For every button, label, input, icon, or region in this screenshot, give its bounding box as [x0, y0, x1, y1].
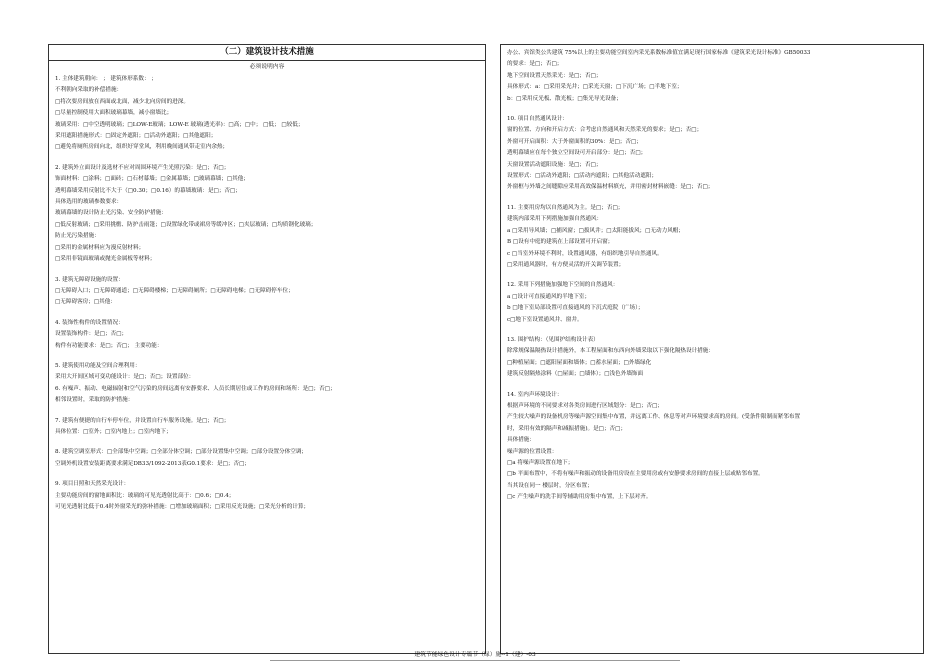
text-line: 饰面材料：□涂料；□面砖；□石材幕墙；□金属幕墙；□玻璃幕墙；□其他；	[55, 176, 249, 183]
text-line: 4. 装饰性构件的设置情况：	[55, 319, 124, 326]
text-line: 地下空间设置天然采光：是□；否□；	[507, 72, 602, 79]
text-line: 建筑内部采用下列措施加强自然通风：	[507, 216, 603, 223]
block-gap	[507, 271, 917, 280]
right-column	[500, 44, 924, 654]
text-line: □种植屋面；□遮阳屋面和墙体；□蓄水屋面；□外墙绿化	[507, 359, 652, 366]
text-line: 3. 建筑无障碍设施的设置：	[55, 276, 124, 283]
block-gap	[55, 309, 479, 318]
block-gap	[55, 470, 479, 479]
text-line: 空调外机设置安装距离要求满足DB33/1092-2013表G0.1要求：是□；否□；	[55, 460, 250, 467]
text-line: 11. 主要用房均以自然通风为主。是□；否□；	[507, 204, 624, 211]
text-line: 8. 建筑空调室形式：□全部集中空调；□全部分体空调；□部分设置集中空调；□部分设置分体空调；	[55, 449, 308, 456]
block-gap	[507, 194, 917, 203]
text-line: 主要功能房间的窗地面积比：玻璃的可见光透射比高于：□0.6；□0.4；	[55, 492, 235, 499]
text-line: 7. 建筑有便捷的自行车停车位，并设置自行车服务设施。是□；否□；	[55, 417, 230, 424]
text-line: 5. 建筑使用功能及空间合理利用：	[55, 362, 141, 369]
left-column	[48, 44, 486, 654]
text-line: 14. 室内声环境设计：	[507, 391, 563, 398]
text-line: 建筑反射隔热涂料（□屋面；□墙体）；□浅色外墙饰面	[507, 371, 644, 378]
text-line: 具体位置：□室外；□室内地上；□室内地下；	[55, 428, 172, 435]
text-line: □采用非镜面玻璃或抛光金属板等材料；	[55, 256, 156, 263]
text-line: 玻璃幕墙的设计防止光污染、安全防护措施：	[55, 210, 167, 217]
text-line: 防止光污染措施：	[55, 233, 100, 240]
text-line: 窗的位置、方向和开启方式：合考虑自然通风和天然采光的要求；是□；否□；	[507, 127, 703, 134]
block-gap	[55, 407, 479, 416]
text-line: 可见光透射比低于0.4时外窗采光的弥补措施：□增加玻璃面积；□采用反光设施；□采光分析的计算；	[55, 504, 310, 510]
left-body	[49, 74, 485, 513]
text-line: c □当室外环境不利时，设置通风器，有组织地引导自然通风。	[507, 250, 663, 257]
text-line: □避免将厕所房间向北，组织好穿堂风，利用晚间通风带走室内余热；	[55, 144, 229, 151]
page-footer: 建筑节能绿色设计专篇节（绿）施--1（建）-03	[414, 652, 536, 658]
text-line: 不利朝向采取的补偿措施：	[55, 87, 123, 94]
text-line: 具体措施：	[507, 437, 535, 444]
text-line: □尽量控制使用大面积玻璃幕墙，减小窗墙比；	[55, 110, 173, 117]
text-line: 采用遮阳措施形式：□固定外遮阳；□活动外遮阳；□其他遮阳；	[55, 133, 217, 140]
text-line: □b 平面布置中，不将有噪声和振动的设备用房设在主要用房或有安静要求房间的直接上层或贴邻布置。	[507, 471, 764, 478]
text-line: 具体选用的玻璃参数要求：	[55, 199, 123, 206]
text-line: □低反射玻璃；□采用挑檐、防护击雨篷；□设置绿化带或裙房等缓冲区；□夹层玻璃；□均质钢化玻璃；	[55, 221, 317, 228]
text-line: □c 产生噪声的洗手间等辅助用房集中布置，上下层对齐。	[507, 494, 652, 501]
text-line: 6. 有噪声、振动、电磁辐射和空气污染的房间远离有安静要求、人员长期居住或工作的房间和场所：是□；否□；	[55, 385, 336, 392]
block-gap	[55, 266, 479, 275]
text-line: □a 将噪声源设置在地下；	[507, 460, 574, 466]
text-line: 设置装饰构件：是□；否□；	[55, 331, 128, 338]
text-line: b：□采用反光板、散光板；□集光导光设备；	[507, 95, 622, 102]
text-line: 玻璃采用：□中空透明玻璃；□LOW-E玻璃；LOW-E 玻璃(透光率)：□高；□中； □低； □较低；	[55, 121, 304, 128]
section-title: （二）建筑设计技术措施	[49, 45, 485, 61]
text-line: 具体形式：a：□采用采光井；□采光天窗；□下沉广场；□半地下室；	[507, 84, 683, 91]
text-line: 外窗框与外墙之间缝隙应采用高效保温材料填充，并用密封材料嵌缝：是□；否□；	[507, 184, 714, 191]
footer-rule	[270, 660, 680, 661]
text-line: a □采用导风墙；□捕风窗；□拔风井；□太阳能拔风；□无动力风帽；	[507, 227, 684, 234]
text-line: 13. 围护结构：（见围护结构设计表）	[507, 336, 599, 343]
text-line: 根据声环境的不同要求对各类房间进行区域划分：是□；否□；	[507, 402, 664, 409]
text-line: 构件有功能要求：是□；否□； 主要功能：	[55, 342, 163, 349]
text-line: 透明幕墙采用反射比不大于（□0.30；□0.16）的幕墙玻璃：是□；否□；	[55, 187, 241, 194]
text-line: 采用大开间区域可变功能设计：是□；否□；设置部位：	[55, 374, 195, 381]
text-line: a □设计可直接通风的半地下室；	[507, 293, 591, 300]
text-line: □采用的金属材料应为漫反射材料；	[55, 244, 145, 251]
text-line: b □地下室局部设置可直接通风的下沉式庭院（广场）；	[507, 305, 644, 312]
block-gap	[55, 154, 479, 163]
text-line: □采用通风器时，有方便灵活的开关调节装置；	[507, 261, 625, 268]
text-line: 设置形式：□活动外遮阳；□活动内遮阳；□其他活动遮阳；	[507, 173, 658, 180]
text-line: 2. 建筑外立面设计及选材不应对周围环境产生光照污染：是□；否□；	[55, 164, 230, 171]
text-line: 产生较大噪声的设备机房等噪声源空间集中布置，并远离工作、休息等对声环境要求高的房间。(受条件限制而紧邻布置	[507, 414, 801, 421]
section-subtitle: 必须说明内容	[249, 64, 285, 70]
text-line: 外窗可开启面积：大于外窗面积的30%：是□；否□；	[507, 138, 642, 145]
text-line: □将次要房间放在西面或北面，减少北向房间的进深。	[55, 98, 189, 105]
block-gap	[507, 326, 917, 335]
text-line: 9. 项目日照和天然采光设计：	[55, 481, 130, 488]
text-line: 相邻设置时，采取的防护措施：	[55, 397, 134, 404]
text-line: c□地下室设置通风井、窗井。	[507, 316, 583, 323]
block-gap	[55, 438, 479, 447]
text-line: 天窗设置活动遮阳设施：是□；否□；	[507, 161, 602, 168]
block-gap	[507, 381, 917, 390]
text-line: 10. 项目自然通风设计：	[507, 116, 569, 123]
text-line: 噪声源的位置设置：	[507, 448, 558, 455]
text-line: 12. 采用下列措施加强地下空间的自然通风：	[507, 282, 619, 289]
text-line: 除常规保温隔热设计措施外，本工程屋面和东西向外墙采取以下强化隔热设计措施：	[507, 348, 714, 355]
text-line: □无障碍客房；□其他：	[55, 299, 116, 306]
text-line: 透明幕墙应在每个独立空间设可开启部分：是□；否□；	[507, 150, 647, 157]
text-line: 办公、宾馆类公共建筑 75%以上的主要功能空间室内采光系数标准值宜满足现行国家标准《建筑采光设计标准》GB50033	[507, 50, 811, 56]
text-line: 时，采用有效的隔声和减振措施)。是□；否□；	[507, 425, 627, 432]
text-line: B □设有中庭的建筑在上部设置可开启窗；	[507, 239, 614, 246]
text-line: 的要求：是□；否□；	[507, 61, 563, 68]
text-line: 1. 主体建筑朝向： ； 建筑体形系数： ；	[55, 76, 157, 82]
right-body	[501, 45, 923, 504]
text-line: 当其设在同一 楼层时，分区布置；	[507, 482, 593, 489]
block-gap	[55, 352, 479, 361]
text-line: □无障碍入口；□无障碍通道；□无障碍楼梯；□无障碍厕所；□无障碍电梯；□无障碍停车位；	[55, 287, 294, 294]
block-gap	[507, 105, 917, 114]
